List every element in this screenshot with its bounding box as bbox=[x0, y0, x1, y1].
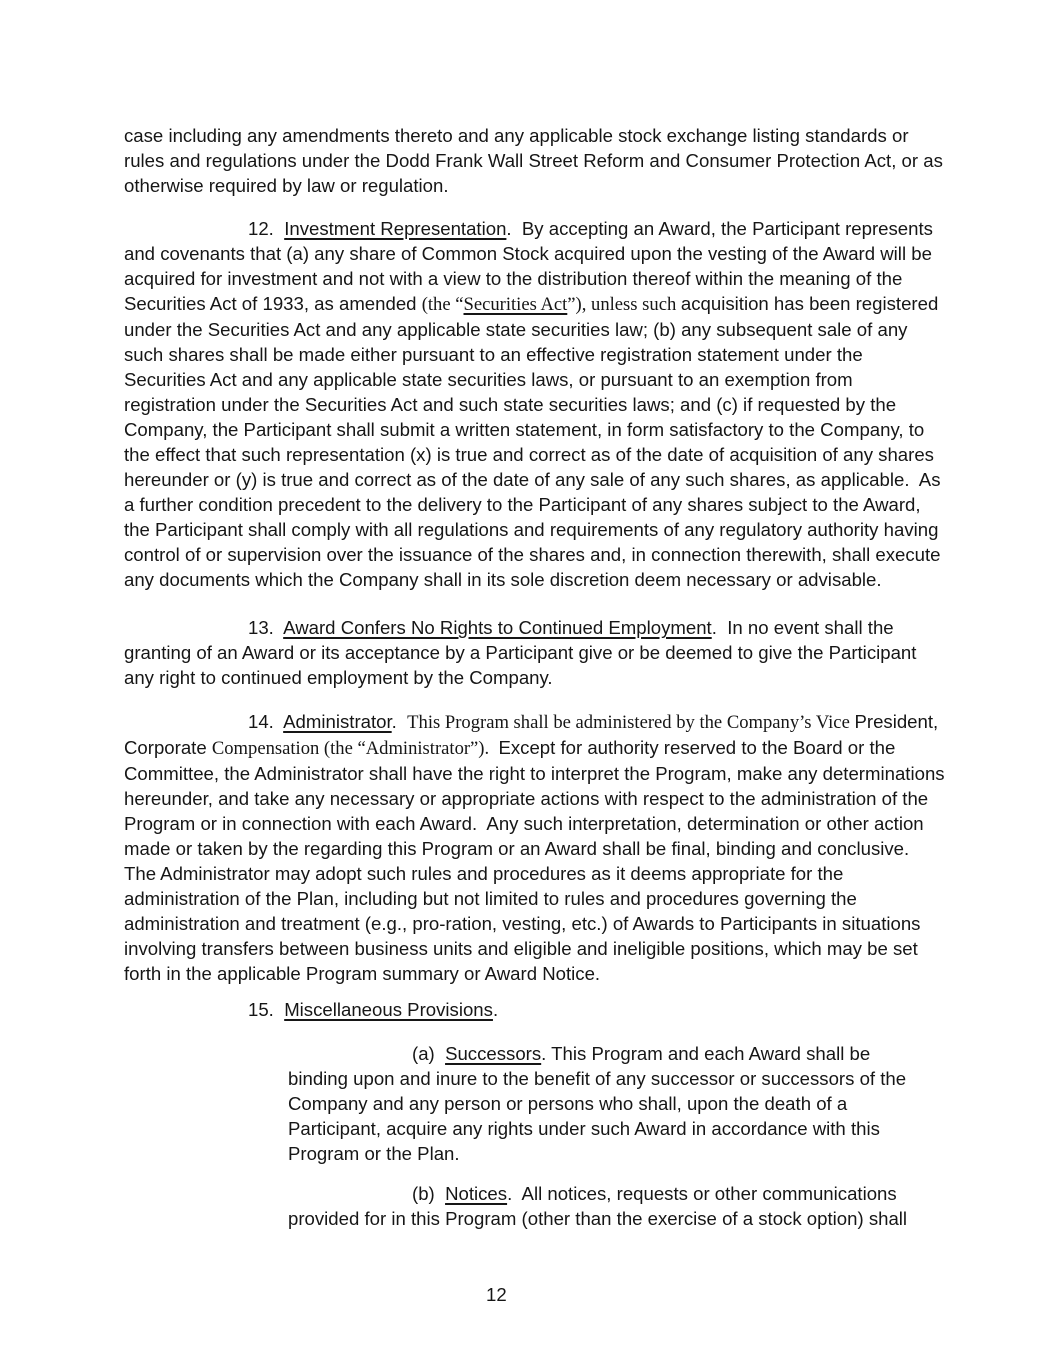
text-run: This Program shall be administered by the Company’s Vice bbox=[407, 712, 855, 733]
heading-section-15-miscellaneous-provisions bbox=[124, 997, 946, 1022]
text-run: . In no event shall the granting of an Award or its acceptance by a Participant give or be deemed to give the Participant any right to continued employment by the Company. bbox=[124, 617, 922, 688]
text-run: . bbox=[391, 711, 408, 732]
paragraph-continuation bbox=[124, 123, 949, 198]
underlined-heading-text: Notices bbox=[445, 1183, 508, 1204]
text-run: . By accepting an Award, the Participant represents and covenants that (a) any share of Common Stock acquired upon the vesting of the Award will be acquired for investment and not with a view to the distribution thereof within the meaning of the Securities Act of 1933, as amended bbox=[124, 218, 939, 314]
text-run: Compensation (the “Administrator”). bbox=[211, 738, 499, 759]
text-run: 13. bbox=[248, 617, 284, 638]
paragraph-section-14-administrator bbox=[124, 709, 950, 986]
text-run: (b) bbox=[412, 1183, 446, 1204]
paragraph-section-15a-successors bbox=[288, 1041, 920, 1166]
text-run: 15. bbox=[248, 999, 285, 1020]
text-run: Except for authority reserved to the Board or the Committee, the Administrator shall have the right to interpret the Program, make any determinations hereunder, and take any necessary or appropriate actions with respect to the administration of the Program or in connection with each Award. Any such interpretation, determination or other action made or taken by the regarding this Program or an Award shall be final, binding and conclusive. The Administrator may adopt such rules and procedures as it deems appropriate for the administration of the Plan, including but not limited to rules and procedures governing the administration and treatment (e.g., pro-ration, vesting, etc.) of Awards to Participants in situations involving transfers between business units and eligible and ineligible positions, which may be set forth in the applicable Program summary or Award Notice. bbox=[124, 737, 950, 984]
text-run: acquisition has been registered under the Securities Act and any applicable state securities law; (b) any subsequent sale of any such shares shall be made either pursuant to an effective registration statement under the Securities Act and any applicable state securities laws, or pursuant to an exemption from registration under the Securities Act and such state securities laws; and (c) if requested by the Company, the Participant shall submit a written statement, in form satisfactory to the Company, to the effect that such representation (x) is true and correct as of the date of acquisition of any shares hereunder or (y) is true and correct as of the date of any sale of any such shares, as applicable. As a further condition precedent to the delivery to the Participant of any shares subject to the Award, the Participant shall comply with all regulations and requirements of any regulatory authority having control of or supervision over the issuance of the shares and, in connection therewith, shall execute any documents which the Company shall in its sole discretion deem necessary or advisable. bbox=[124, 293, 946, 590]
text-run: 12. bbox=[248, 218, 285, 239]
text-run: President, Corporate bbox=[124, 711, 944, 758]
page-number: 12 bbox=[486, 1284, 507, 1305]
underlined-heading-text: Miscellaneous Provisions bbox=[284, 999, 493, 1020]
text-run: 14. bbox=[248, 711, 284, 732]
underlined-heading-text: Investment Representation bbox=[284, 218, 507, 239]
text-run: (a) bbox=[412, 1043, 446, 1064]
paragraph-section-15b-notices bbox=[288, 1181, 920, 1231]
underlined-heading-text: Award Confers No Rights to Continued Employment bbox=[283, 617, 712, 638]
text-run: (the “ bbox=[421, 294, 464, 315]
paragraph-section-12-investment-representation bbox=[124, 216, 946, 592]
underlined-heading-text: Successors bbox=[445, 1043, 542, 1064]
text-run: . This Program and each Award shall be binding upon and inure to the benefit of any successor or successors of the Company and any person or persons who shall, upon the death of a Participant, acquire any rights under such Award in accordance with this Program or the Plan. bbox=[288, 1043, 912, 1164]
underlined-heading-text: Administrator bbox=[283, 711, 392, 732]
text-run: . All notices, requests or other communications provided for in this Program (other than the exercise of a stock option) shall bbox=[288, 1183, 908, 1229]
paragraph-section-13-no-rights-to-continued-employment bbox=[124, 615, 946, 690]
text-run: ”), unless such bbox=[567, 294, 681, 315]
text-run: case including any amendments thereto and any applicable stock exchange listing standards or rules and regulations under the Dodd Frank Wall Street Reform and Consumer Protection Act, or as otherwise required by law or regulation. bbox=[124, 125, 949, 196]
underlined-heading-text: Securities Act bbox=[463, 294, 568, 315]
text-run: . bbox=[492, 999, 499, 1020]
